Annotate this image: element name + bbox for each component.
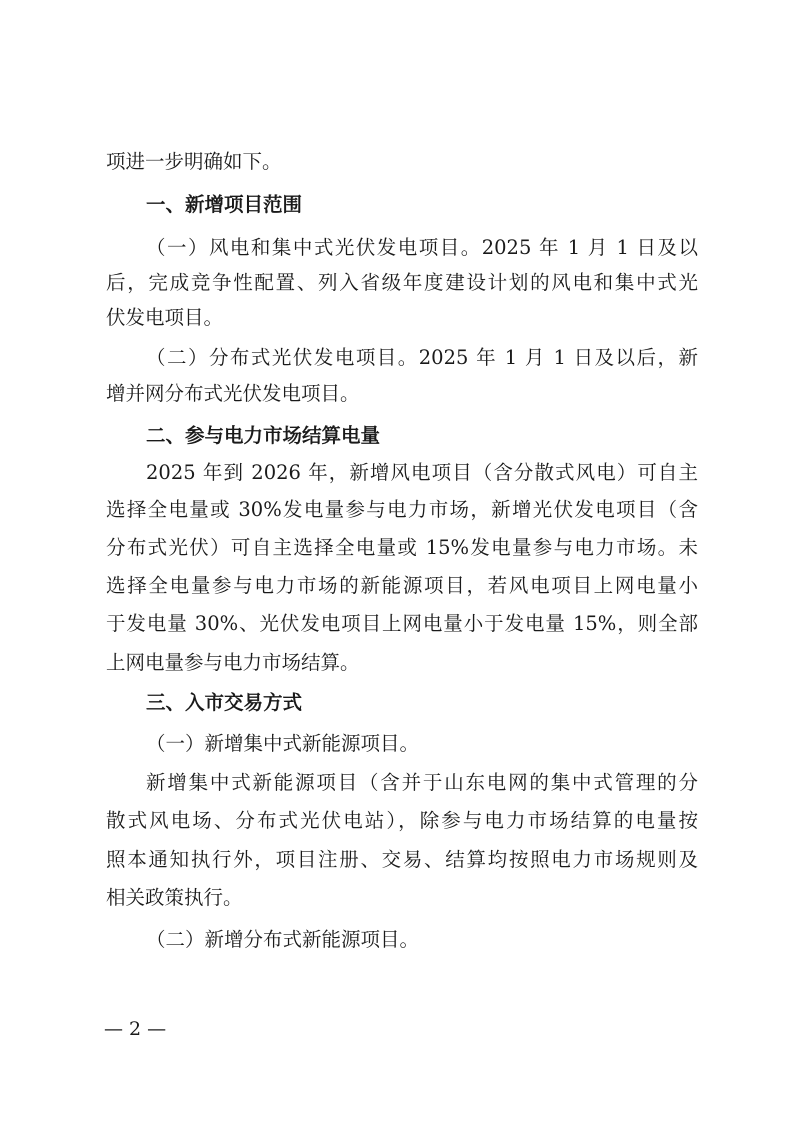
section-heading-2: 二、参与电力市场结算电量 [146,424,381,447]
paragraph-line: （二）分布式光伏发电项目。2025 年 1 月 1 日及以后，新 [146,346,698,369]
paragraph-line: 分布式光伏）可自主选择全电量或 15%发电量参与电力市场。未 [106,536,698,559]
paragraph-line: 新增集中式新能源项目（含并于山东电网的集中式管理的分 [146,771,698,794]
paragraph-line: 增并网分布式光伏发电项目。 [106,382,360,405]
paragraph-line: 伏发电项目。 [106,306,224,329]
paragraph-line: （一）风电和集中式光伏发电项目。2025 年 1 月 1 日及以 [146,236,698,259]
section-heading-3: 三、入市交易方式 [146,691,303,714]
paragraph-line: 选择全电量或 30%发电量参与电力市场，新增光伏发电项目（含 [106,498,698,521]
paragraph-line: 项进一步明确如下。 [106,150,282,173]
paragraph-line: 选择全电量参与电力市场的新能源项目，若风电项目上网电量小 [106,574,698,597]
paragraph-line: （一）新增集中式新能源项目。 [146,732,420,755]
paragraph-line: 2025 年到 2026 年，新增风电项目（含分散式风电）可自主 [146,461,698,484]
paragraph-line: 后，完成竞争性配置、列入省级年度建设计划的风电和集中式光 [106,271,698,294]
page-number: — 2 — [104,1018,167,1040]
paragraph-line: 上网电量参与电力市场结算。 [106,651,360,674]
paragraph-line: 照本通知执行外，项目注册、交易、结算均按照电力市场规则及 [106,848,698,871]
paragraph-line: 相关政策执行。 [106,886,243,909]
paragraph-line: 于发电量 30%、光伏发电项目上网电量小于发电量 15%，则全部 [106,612,698,635]
paragraph-line: 散式风电场、分布式光伏电站），除参与电力市场结算的电量按 [106,809,698,832]
section-heading-1: 一、新增项目范围 [146,193,303,216]
paragraph-line: （二）新增分布式新能源项目。 [146,928,420,951]
